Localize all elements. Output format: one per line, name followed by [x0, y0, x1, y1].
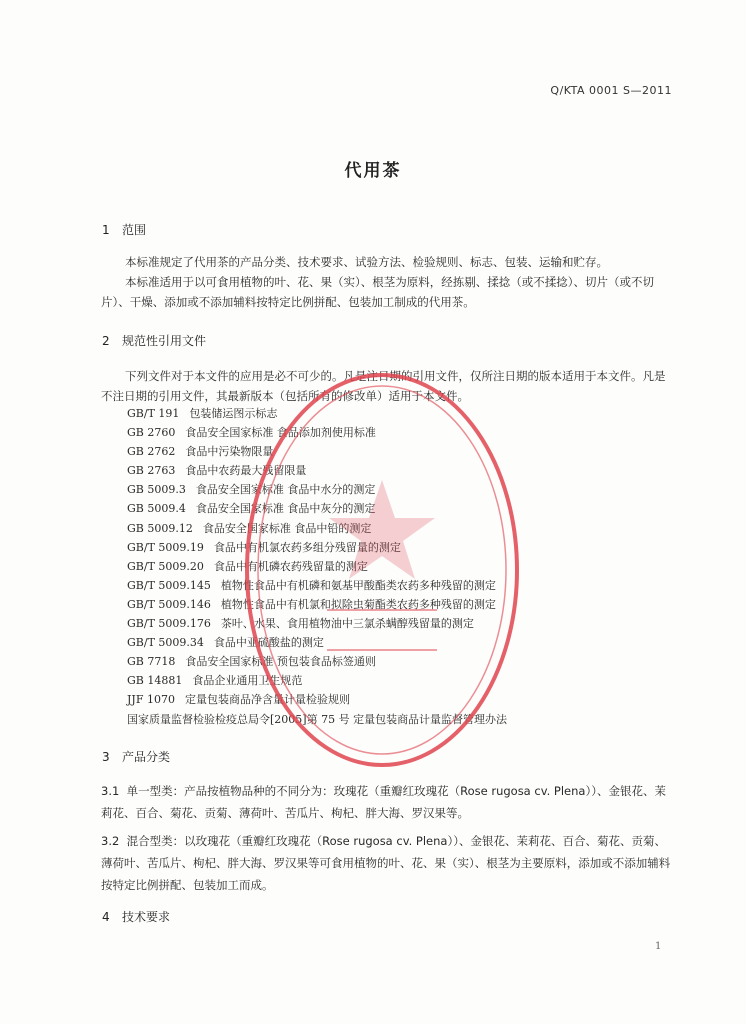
- ref-title: 食品企业通用卫生规范: [192, 674, 303, 688]
- list-item: [127, 499, 507, 518]
- normative-intro: 下列文件对于本文件的应用是必不可少的。凡是注日期的引用文件，仅所注日期的版本适用于本文件。凡是不注日期的引用文件，其最新版本（包括所有的修改单）适用于本文件。: [101, 369, 666, 403]
- section-number: 3: [102, 750, 110, 764]
- ref-title: 食品中亚硫酸盐的测定: [213, 636, 324, 650]
- ref-code: JJF 1070: [127, 693, 175, 707]
- ref-title: 植物性食品中有机磷和氨基甲酸酯类农药多种残留的测定: [220, 578, 496, 592]
- list-item: [127, 633, 507, 652]
- ref-title: 植物性食品中有机氯和拟除虫菊酯类农药多种残留的测定: [220, 597, 496, 611]
- ref-code: GB/T 5009.146: [127, 597, 211, 611]
- ref-code: GB 2762: [127, 445, 176, 459]
- list-item: [127, 595, 507, 614]
- scope-paragraph-1: 本标准规定了代用茶的产品分类、技术要求、试验方法、检验规则、标志、包装、运输和贮存。: [125, 255, 608, 269]
- page-number: 1: [655, 941, 662, 952]
- clause-text: 单一型类：产品按植物品种的不同分为：玫瑰花（重瓣红玫瑰花（Rose rugosa cv. Plena））、金银花、茉莉花、百合、菊花、贡菊、薄荷叶、苦瓜片、枸杞、胖大海、罗汉果等。: [101, 784, 666, 820]
- list-item: [127, 614, 507, 633]
- ref-code: GB/T 5009.19: [127, 540, 204, 554]
- doc-code-header: Q/KTA 0001 S—2011: [550, 84, 672, 97]
- list-item: [127, 423, 507, 442]
- ref-title: 食品安全国家标准 食品中水分的测定: [195, 483, 376, 497]
- section-number: 1: [102, 223, 110, 237]
- classification-item-2: [101, 830, 673, 896]
- clause-number: 3.1: [101, 784, 120, 798]
- clause-text: 混合型类：以玫瑰花（重瓣红玫瑰花（Rose rugosa cv. Plena））、金银花、茉莉花、百合、菊花、贡菊、薄荷叶、苦瓜片、枸杞、胖大海、罗汉果等可食用植物的叶、花、果（实）、根茎为主要原料，添加或不添加辅料按特定比例拼配、包装加工而成。: [101, 834, 671, 892]
- scope-paragraph-2: 本标准适用于以可食用植物的叶、花、果（实）、根茎为原料，经拣剔、揉捻（或不揉捻）、切片（或不切片）、干燥、添加或不添加辅料按特定比例拼配、包装加工制成的代用茶。: [101, 275, 654, 309]
- section-title: 技术要求: [122, 910, 171, 924]
- ref-code: GB/T 5009.145: [127, 578, 211, 592]
- list-item: [127, 480, 507, 499]
- section-title: 规范性引用文件: [122, 334, 207, 348]
- section-title: 范围: [122, 223, 147, 237]
- section-heading-normative: [102, 332, 206, 349]
- ref-code: GB 5009.3: [127, 483, 186, 497]
- ref-code: GB 5009.4: [127, 502, 186, 516]
- list-item: [127, 404, 507, 423]
- ref-code: GB 2760: [127, 426, 176, 440]
- list-item: [127, 519, 507, 538]
- clause-number: 3.2: [101, 834, 120, 848]
- ref-code: GB 2763: [127, 464, 176, 478]
- ref-title: 食品中有机氯农药多组分残留量的测定: [213, 540, 401, 554]
- ref-title: 国家质量监督检验检疫总局令[2005]第 75 号 定量包装商品计量监督管理办法: [127, 712, 508, 726]
- list-item: [127, 690, 507, 709]
- list-item: [127, 461, 507, 480]
- list-item: [127, 557, 507, 576]
- ref-code: GB/T 5009.176: [127, 617, 211, 631]
- section-heading-classification: [102, 748, 170, 765]
- section-heading-scope: [102, 221, 146, 238]
- ref-title: 食品安全国家标准 食品中铅的测定: [202, 521, 372, 535]
- section-number: 2: [102, 334, 110, 348]
- ref-title: 食品中农药最大残留限量: [185, 464, 307, 478]
- section-title: 产品分类: [122, 750, 171, 764]
- page-title: 代用茶: [344, 161, 402, 181]
- ref-title: 食品安全国家标准 食品添加剂使用标准: [185, 426, 376, 440]
- list-item: [127, 576, 507, 595]
- list-item: [127, 652, 507, 671]
- classification-item-1: [101, 780, 673, 824]
- ref-title: 食品安全国家标准 食品中灰分的测定: [195, 502, 376, 516]
- ref-code: GB/T 5009.34: [127, 636, 204, 650]
- section-number: 4: [102, 910, 110, 924]
- ref-title: 包装储运图示标志: [189, 407, 278, 420]
- ref-title: 食品安全国家标准 预包装食品标签通则: [185, 655, 376, 669]
- ref-title: 定量包装商品净含量计量检验规则: [184, 693, 350, 707]
- list-item: [127, 442, 507, 461]
- section-heading-tech: [102, 908, 170, 925]
- list-item: [127, 671, 507, 690]
- ref-code: GB/T 5009.20: [127, 559, 204, 573]
- reference-list: [127, 404, 507, 729]
- ref-title: 茶叶、水果、食用植物油中三氯杀螨醇残留量的测定: [220, 617, 474, 631]
- ref-code: GB/T 191: [127, 407, 180, 420]
- list-item: [127, 710, 507, 729]
- list-item: [127, 538, 507, 557]
- ref-code: GB 5009.12: [127, 521, 193, 535]
- ref-code: GB 14881: [127, 674, 183, 688]
- ref-title: 食品中有机磷农药残留量的测定: [213, 559, 368, 573]
- ref-code: GB 7718: [127, 655, 176, 669]
- ref-title: 食品中污染物限量: [185, 445, 274, 459]
